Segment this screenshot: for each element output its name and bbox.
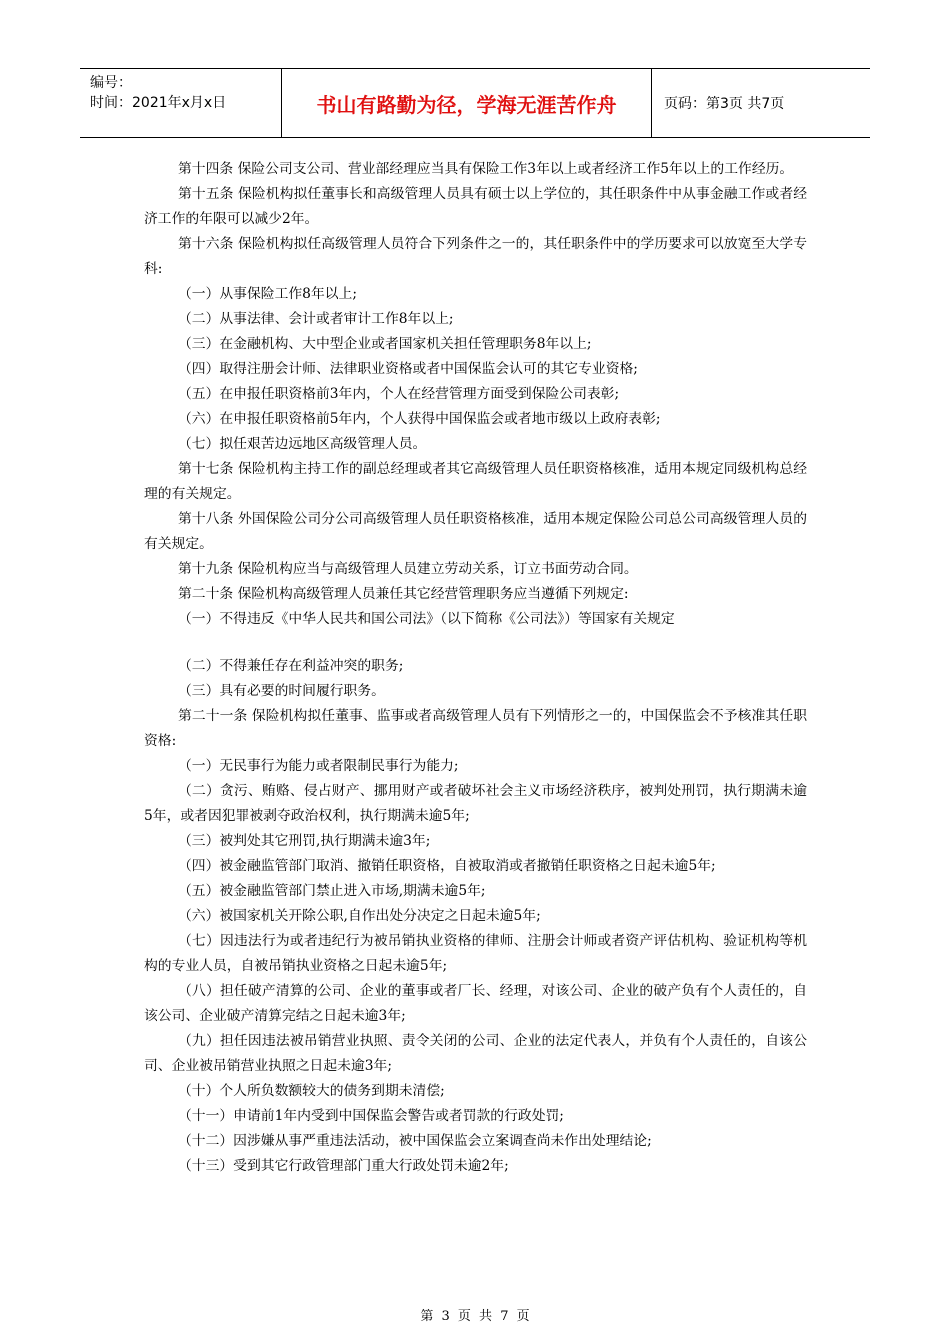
article-16-item-7: （七）拟任艰苦边远地区高级管理人员。 [178, 436, 427, 452]
article-21-item-5: （五）被金融监管部门禁止进入市场,期满未逾5年; [178, 883, 486, 899]
article-21-item-2: （二）贪污、贿赂、侵占财产、挪用财产或者破坏社会主义市场经济秩序，被判处刑罚，执行期满未逾5年，或者因犯罪被剥夺政治权利，执行期满未逾5年; [144, 783, 807, 824]
article-21-item-1: （一）无民事行为能力或者限制民事行为能力; [178, 758, 459, 774]
article-21-item-3: （三）被判处其它刑罚,执行期满未逾3年; [178, 833, 431, 849]
article-21-item-12: （十二）因涉嫌从事严重违法活动，被中国保监会立案调查尚未作出处理结论; [178, 1133, 652, 1149]
article-14: 第十四条 保险公司支公司、营业部经理应当具有保险工作3年以上或者经济工作5年以上的工作经历。 [178, 161, 794, 177]
article-16-item-2: （二）从事法律、会计或者审计工作8年以上; [178, 311, 454, 327]
page-header [80, 68, 870, 138]
article-20-item-3: （三）具有必要的时间履行职务。 [178, 683, 385, 699]
document-body [144, 157, 807, 1179]
article-21-item-13: （十三）受到其它行政管理部门重大行政处罚未逾2年; [178, 1158, 509, 1174]
article-16: 第十六条 保险机构拟任高级管理人员符合下列条件之一的，其任职条件中的学历要求可以放宽至大学专科: [144, 236, 807, 277]
article-21-item-7: （七）因违法行为或者违纪行为被吊销执业资格的律师、注册会计师或者资产评估机构、验证机构等机构的专业人员，自被吊销执业资格之日起未逾5年; [144, 933, 807, 974]
article-21-item-9: （九）担任因违法被吊销营业执照、责令关闭的公司、企业的法定代表人，并负有个人责任的，自该公司、企业被吊销营业执照之日起未逾3年; [144, 1033, 807, 1074]
document-time-label: 时间：2021年x月x日 [90, 95, 227, 111]
article-18: 第十八条 外国保险公司分公司高级管理人员任职资格核准，适用本规定保险公司总公司高级管理人员的有关规定。 [144, 511, 807, 552]
page-footer: 第 3 页 共 7 页 [420, 1309, 530, 1324]
article-16-item-3: （三）在金融机构、大中型企业或者国家机关担任管理职务8年以上; [178, 336, 592, 352]
article-16-item-6: （六）在申报任职资格前5年内，个人获得中国保监会或者地市级以上政府表彰; [178, 411, 661, 427]
article-19: 第十九条 保险机构应当与高级管理人员建立劳动关系，订立书面劳动合同。 [178, 561, 638, 577]
document-number-label: 编号： [90, 75, 132, 91]
article-21-item-11: （十一）申请前1年内受到中国保监会警告或者罚款的行政处罚; [178, 1108, 564, 1124]
article-16-item-1: （一）从事保险工作8年以上; [178, 286, 357, 302]
header-page-info: 页码：第3页 共7页 [664, 96, 785, 112]
article-21-item-10: （十）个人所负数额较大的债务到期未清偿; [178, 1083, 445, 1099]
article-21-item-8: （八）担任破产清算的公司、企业的董事或者厂长、经理，对该公司、企业的破产负有个人责任的，自该公司、企业破产清算完结之日起未逾3年; [144, 983, 807, 1024]
header-meta [80, 69, 282, 137]
header-motto: 书山有路勤为径，学海无涯苦作舟 [282, 69, 652, 137]
article-20: 第二十条 保险机构高级管理人员兼任其它经营管理职务应当遵循下列规定: [178, 586, 629, 602]
article-21: 第二十一条 保险机构拟任董事、监事或者高级管理人员有下列情形之一的，中国保监会不予核准其任职资格: [144, 708, 807, 749]
article-20-item-1: （一）不得违反《中华人民共和国公司法》（以下简称《公司法》）等国家有关规定 [178, 611, 675, 627]
article-21-item-4: （四）被金融监管部门取消、撤销任职资格，自被取消或者撤销任职资格之日起未逾5年; [178, 858, 716, 874]
article-21-item-6: （六）被国家机关开除公职,自作出处分决定之日起未逾5年; [178, 908, 541, 924]
article-15: 第十五条 保险机构拟任董事长和高级管理人员具有硕士以上学位的，其任职条件中从事金融工作或者经济工作的年限可以减少2年。 [144, 186, 807, 227]
article-20-item-2: （二）不得兼任存在利益冲突的职务; [178, 658, 404, 674]
article-16-item-5: （五）在申报任职资格前3年内，个人在经营管理方面受到保险公司表彰; [178, 386, 620, 402]
article-16-item-4: （四）取得注册会计师、法律职业资格或者中国保监会认可的其它专业资格; [178, 361, 638, 377]
blank-line [144, 632, 807, 654]
article-17: 第十七条 保险机构主持工作的副总经理或者其它高级管理人员任职资格核准，适用本规定同级机构总经理的有关规定。 [144, 461, 807, 502]
